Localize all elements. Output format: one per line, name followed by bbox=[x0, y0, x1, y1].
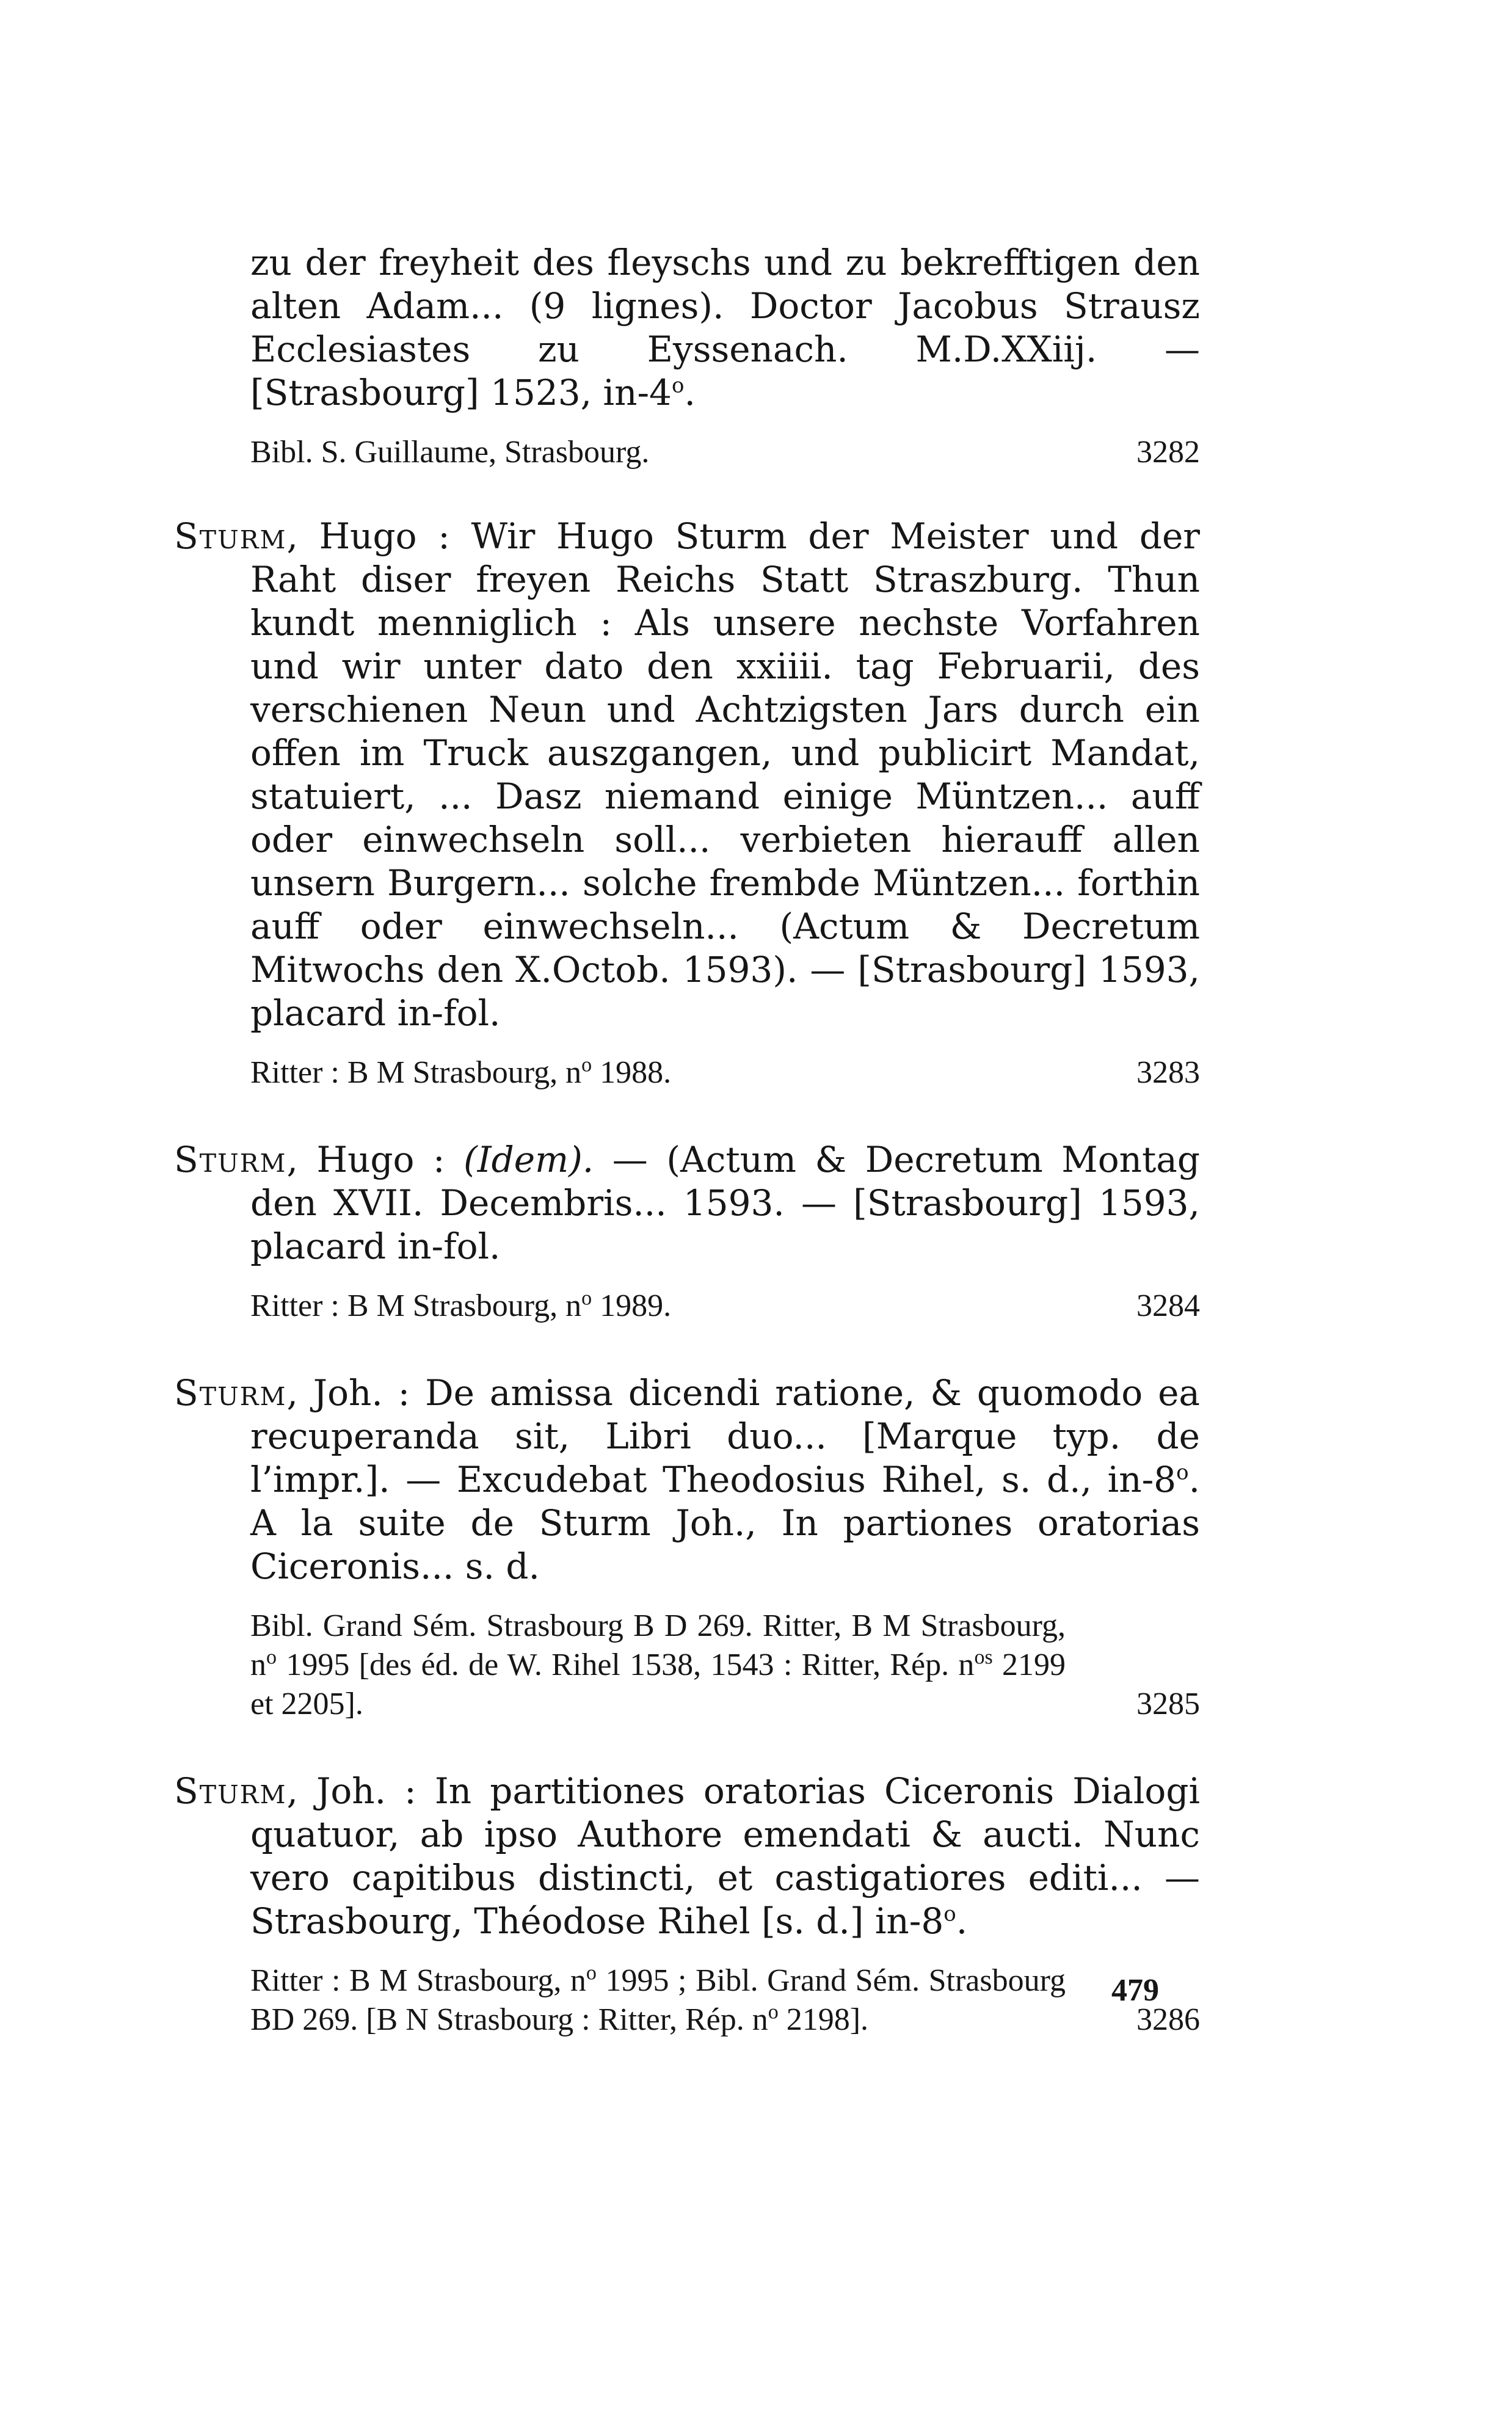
entry-3285 bbox=[174, 1371, 1200, 1724]
entry-3283 bbox=[174, 515, 1200, 1092]
entry-number: 3283 bbox=[1136, 1055, 1200, 1090]
bibliography-page bbox=[174, 241, 1200, 2040]
entry-note: Ritter : B M Strasbourg, $n^o$ 1988. 3283 bbox=[174, 1053, 1200, 1092]
author-name: Sturm bbox=[174, 1139, 287, 1180]
entry-number: 3282 bbox=[1136, 435, 1200, 470]
entry-number: 3284 bbox=[1136, 1288, 1200, 1323]
author-name: Sturm bbox=[174, 1372, 287, 1414]
entry-number: 3285 bbox=[1136, 1687, 1200, 1721]
entry-number: 3286 bbox=[1136, 2002, 1200, 2037]
entry-note: Ritter : B M Strasbourg, $n^o$ 1995 ; Bibl. Grand Sém. Strasbourg BD 269. [B N Strasbourg : Ritter, Rép. $n^o$ 2198]. 3286 bbox=[174, 1961, 1200, 2040]
author-name: Sturm bbox=[174, 515, 287, 557]
entry-text: Sturm, Hugo : (Idem). — (Actum & Decretum Montag den XVII. Decembris... 1593. — [Strasbourg] 1593, placard in-fol. bbox=[174, 1139, 1200, 1267]
entry-text: Sturm, Joh. : De amissa dicendi ratione, & quomodo ea recuperanda sit, Libri duo... [Marque typ. de l’impr.]. — Excudebat Theodosius Rihel, s. d., in-8$^o$. A la suite de Sturm Joh., In partiones oratorias Ciceronis... s. d. bbox=[174, 1372, 1200, 1587]
entry-3286 bbox=[174, 1770, 1200, 2040]
entry-text: Sturm, Hugo : Wir Hugo Sturm der Meister und der Raht diser freyen Reichs Statt Straszburg. Thun kundt menniglich : Als unsere nechste Vorfahren und wir unter dato den xxiiii. tag Februarii, des verschienen Neun und Achtzigsten Jars durch ein offen im Truck auszgangen, und publicirt Mandat, statuiert, ... Dasz niemand einige Müntzen... auff oder einwechseln soll... verbieten hierauff allen unsern Burgern... solche frembde Müntzen... forthin auff oder einwechseln... (Actum & Decretum Mitwochs den X.Octob. 1593). — [Strasbourg] 1593, placard in-fol. bbox=[174, 515, 1200, 1034]
author-name: Sturm bbox=[174, 1770, 287, 1812]
entry-text: zu der freyheit des fleyschs und zu bekrefftigen den alten Adam... (9 lignes). Doctor Jacobus Strausz Ecclesiastes zu Eyssenach. M.D.XXiij. — [Strasbourg] 1523, in-4$^o$. bbox=[250, 242, 1200, 413]
entry-note: Ritter : B M Strasbourg, $n^o$ 1989. 3284 bbox=[174, 1287, 1200, 1326]
entry-text: Sturm, Joh. : In partitiones oratorias Ciceronis Dialogi quatuor, ab ipso Authore emendati & aucti. Nunc vero capitibus distincti, et castigatiores editi... — Strasbourg, Théodose Rihel [s. d.] in-8$^o$. bbox=[174, 1770, 1200, 1942]
page-number: 479 bbox=[1111, 1973, 1159, 2008]
entry-note: Bibl. S. Guillaume, Strasbourg. 3282 bbox=[174, 433, 1200, 472]
entry-3282 bbox=[174, 241, 1200, 472]
entry-3284 bbox=[174, 1138, 1200, 1326]
entry-note: Bibl. Grand Sém. Strasbourg B D 269. Ritter, B M Strasbourg, $n^o$ 1995 [des éd. de W. Rihel 1538, 1543 : Ritter, Rép. $n^{os}$ 2199 et 2205]. 3285 bbox=[174, 1607, 1200, 1724]
